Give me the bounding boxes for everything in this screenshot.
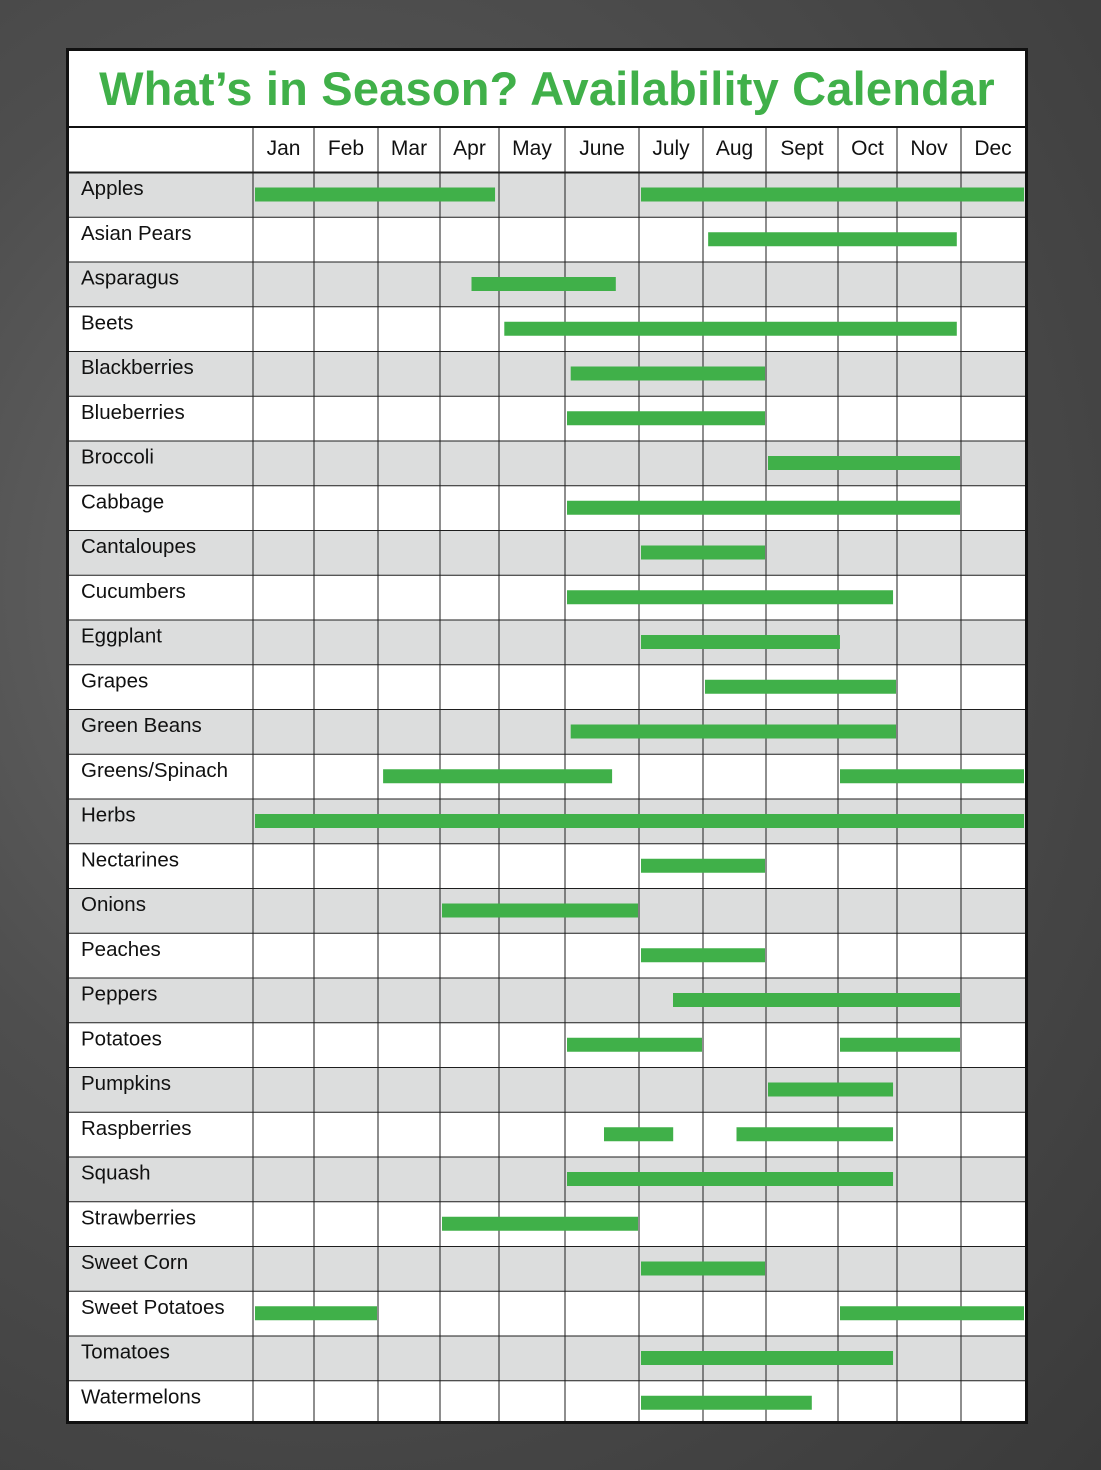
season-bar-cucumbers bbox=[567, 590, 893, 604]
season-bar-sweet-corn bbox=[641, 1262, 765, 1276]
season-bar-herbs bbox=[255, 814, 1024, 828]
calendar-board bbox=[66, 48, 1028, 1424]
season-bar-peppers bbox=[673, 993, 960, 1007]
row-label-blueberries: Blueberries bbox=[81, 400, 185, 424]
row-label-greens-spinach: Greens/Spinach bbox=[81, 758, 229, 782]
season-bar-grapes bbox=[705, 680, 896, 694]
season-bar-greens-spinach bbox=[383, 769, 612, 783]
season-bar-peaches bbox=[641, 948, 765, 962]
row-label-pumpkins: Pumpkins bbox=[81, 1072, 172, 1095]
month-label-jan: Jan bbox=[266, 137, 301, 160]
season-bar-asian-pears bbox=[708, 232, 957, 246]
row-label-squash: Squash bbox=[81, 1161, 151, 1185]
row-label-apples: Apples bbox=[81, 177, 144, 200]
row-label-cantaloupes: Cantaloupes bbox=[81, 535, 197, 558]
row-shade bbox=[69, 352, 1025, 397]
season-bar-blackberries bbox=[571, 367, 765, 381]
row-label-beets: Beets bbox=[81, 311, 134, 335]
month-label-may: May bbox=[512, 137, 552, 160]
season-bar-eggplant bbox=[641, 635, 840, 649]
season-bar-onions bbox=[442, 904, 638, 918]
row-label-broccoli: Broccoli bbox=[81, 445, 154, 469]
row-label-asian-pears: Asian Pears bbox=[81, 221, 192, 245]
row-label-potatoes: Potatoes bbox=[81, 1027, 162, 1051]
season-bar-asparagus bbox=[472, 277, 616, 291]
season-bar-raspberries bbox=[604, 1127, 673, 1141]
row-label-asparagus: Asparagus bbox=[81, 266, 180, 290]
month-label-nov: Nov bbox=[910, 137, 948, 160]
month-label-apr: Apr bbox=[453, 137, 486, 160]
season-bar-tomatoes bbox=[641, 1351, 893, 1365]
season-bar-pumpkins bbox=[768, 1083, 893, 1097]
month-label-mar: Mar bbox=[390, 137, 428, 160]
month-label-dec: Dec bbox=[974, 137, 1012, 160]
availability-grid bbox=[69, 51, 1025, 1421]
season-bar-strawberries bbox=[442, 1217, 638, 1231]
season-bar-cabbage bbox=[567, 501, 960, 515]
season-bar-cantaloupes bbox=[641, 546, 765, 560]
month-label-aug: Aug bbox=[715, 137, 754, 160]
season-bar-sweet-potatoes bbox=[840, 1306, 1024, 1320]
row-label-peaches: Peaches bbox=[81, 937, 161, 961]
month-label-feb: Feb bbox=[327, 137, 365, 160]
row-label-sweet-corn: Sweet Corn bbox=[81, 1251, 189, 1274]
row-label-herbs: Herbs bbox=[81, 803, 136, 827]
season-bar-sweet-potatoes bbox=[255, 1306, 377, 1320]
season-bar-greens-spinach bbox=[840, 769, 1024, 783]
season-bar-watermelons bbox=[641, 1396, 812, 1410]
row-label-cucumbers: Cucumbers bbox=[81, 579, 186, 603]
month-label-sept: Sept bbox=[780, 137, 824, 160]
season-bar-beets bbox=[504, 322, 957, 336]
row-shade bbox=[69, 531, 1025, 576]
month-label-oct: Oct bbox=[851, 137, 884, 160]
month-label-june: June bbox=[579, 137, 625, 160]
row-label-nectarines: Nectarines bbox=[81, 848, 179, 872]
row-label-blackberries: Blackberries bbox=[81, 356, 194, 379]
row-label-tomatoes: Tomatoes bbox=[81, 1340, 170, 1364]
season-bar-blueberries bbox=[567, 411, 765, 425]
season-bar-green-beans bbox=[571, 725, 896, 739]
row-label-raspberries: Raspberries bbox=[81, 1116, 192, 1140]
row-label-green-beans: Green Beans bbox=[81, 714, 202, 737]
row-label-peppers: Peppers bbox=[81, 982, 158, 1006]
season-bar-apples bbox=[641, 188, 1024, 202]
row-shade bbox=[69, 1247, 1025, 1292]
chart-title: What’s in Season? Availability Calendar bbox=[69, 51, 1025, 128]
season-bar-apples bbox=[255, 188, 495, 202]
row-label-strawberries: Strawberries bbox=[81, 1206, 197, 1230]
row-label-sweet-potatoes: Sweet Potatoes bbox=[81, 1295, 225, 1319]
row-label-grapes: Grapes bbox=[81, 669, 149, 693]
row-label-cabbage: Cabbage bbox=[81, 490, 165, 514]
row-label-watermelons: Watermelons bbox=[81, 1385, 201, 1409]
season-bar-squash bbox=[567, 1172, 893, 1186]
row-shade bbox=[69, 620, 1025, 665]
row-label-eggplant: Eggplant bbox=[81, 624, 162, 648]
row-label-onions: Onions bbox=[81, 893, 146, 916]
season-bar-nectarines bbox=[641, 859, 765, 873]
season-bar-raspberries bbox=[737, 1127, 894, 1141]
season-bar-potatoes bbox=[840, 1038, 960, 1052]
month-label-july: July bbox=[652, 137, 690, 160]
season-bar-broccoli bbox=[768, 456, 960, 470]
season-bar-potatoes bbox=[567, 1038, 702, 1052]
